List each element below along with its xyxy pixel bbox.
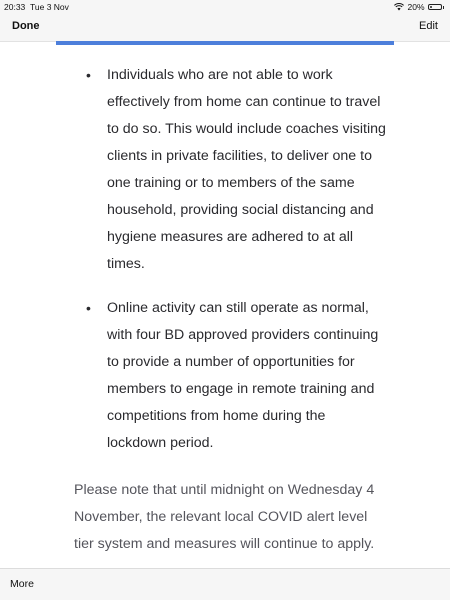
battery-fill (430, 6, 432, 8)
article-content[interactable] (0, 45, 450, 568)
bullet-text: Individuals who are not able to work effectively from home can continue to travel to do so. This would include coaches visiting clients in private facilities, to deliver one to one training or to members of the same household, providing social distancing and hygiene measures are adhered to at all times. (107, 67, 386, 272)
edit-button[interactable]: Edit (419, 20, 438, 32)
status-time: 20:33 (4, 2, 26, 12)
note-paragraph: Please note that until midnight on Wednesday 4 November, the relevant local COVID alert level tier system and measures will continue to apply. (74, 482, 375, 552)
bottom-toolbar (0, 568, 450, 600)
bullet-list (86, 62, 386, 474)
done-button[interactable]: Done (12, 20, 40, 32)
battery-icon (428, 4, 442, 10)
status-date: Tue 3 Nov (30, 2, 69, 12)
list-item (86, 62, 386, 278)
bullet-icon: • (86, 300, 91, 316)
status-bar (0, 0, 450, 14)
navigation-bar (0, 14, 450, 42)
battery-percent: 20% (407, 2, 425, 12)
wifi-icon (394, 3, 404, 11)
bullet-icon: • (86, 67, 91, 83)
status-indicators (394, 2, 444, 12)
battery-tip (443, 6, 445, 9)
more-button[interactable]: More (10, 578, 34, 590)
list-item (86, 295, 386, 457)
bullet-text: Online activity can still operate as normal, with four BD approved providers continuing to provide a number of opportunities for members to engage in remote training and competitions from home during the lockdown period. (107, 300, 379, 451)
